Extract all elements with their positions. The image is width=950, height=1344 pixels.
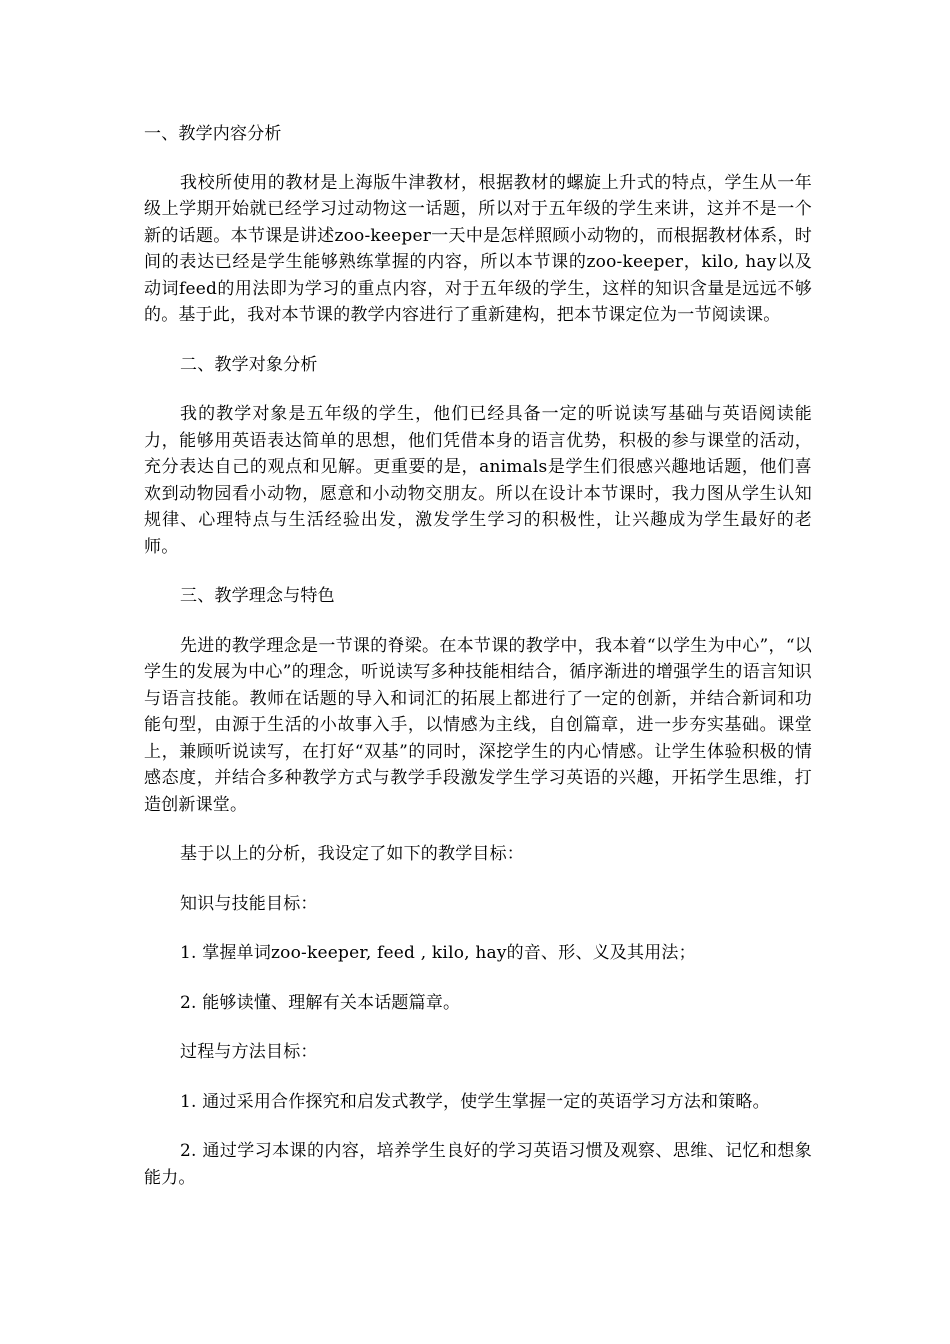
subheading-process-methods: 过程与方法目标： xyxy=(180,1042,318,1062)
list-item-process-1: 1. 通过采用合作探究和启发式教学，使学生掌握一定的英语学习方法和策略。 xyxy=(180,1091,770,1112)
document-body xyxy=(144,121,812,1191)
section-heading-teaching-philosophy: 三、教学理念与特色 xyxy=(180,586,335,606)
paragraph-learner-analysis: 我的教学对象是五年级的学生，他们已经具备一定的听说读写基础与英语阅读能力，能够用英语表达简单的思想，他们凭借本身的语言优势，积极的参与课堂的活动，充分表达自己的观点和见解。更重要的是，animals是学生们很感兴趣地话题，他们喜欢到动物园看小动物，愿意和小动物交朋友。所以在设计本节课时，我力图从学生认知规律、心理特点与生活经验出发，激发学生学习的积极性，让兴趣成为学生最好的老师。 xyxy=(144,404,812,557)
section-heading-content-analysis: 一、教学内容分析 xyxy=(144,124,282,144)
paragraph-objectives-intro: 基于以上的分析，我设定了如下的教学目标： xyxy=(180,844,524,864)
subheading-knowledge-skills: 知识与技能目标： xyxy=(180,893,318,914)
list-item-process-2: 2. 通过学习本课的内容，培养学生良好的学习英语习惯及观察、思维、记忆和想象能力。 xyxy=(144,1141,812,1188)
section-heading-learner-analysis: 二、教学对象分析 xyxy=(180,354,318,375)
list-item-knowledge-2: 2. 能够读懂、理解有关本话题篇章。 xyxy=(180,992,461,1013)
paragraph-teaching-philosophy: 先进的教学理念是一节课的脊梁。在本节课的教学中，我本着“以学生为中心”，“以学生的发展为中心”的理念，听说读写多种技能相结合，循序渐进的增强学生的语言知识与语言技能。教师在话题的导入和词汇的拓展上都进行了一定的创新，并结合新词和功能句型，由源于生活的小故事入手，以情感为主线，自创篇章，进一步夯实基础。课堂上，兼顾听说读写，在打好“双基”的同时，深挖学生的内心情感。让学生体验积极的情感态度，并结合多种教学方式与教学手段激发学生学习英语的兴趣，开拓学生思维，打造创新课堂。 xyxy=(144,635,812,815)
paragraph-content-analysis: 我校所使用的教材是上海版牛津教材，根据教材的螺旋上升式的特点，学生从一年级上学期开始就已经学习过动物这一话题，所以对于五年级的学生来讲，这并不是一个新的话题。本节课是讲述zoo-keeper一天中是怎样照顾小动物的，而根据教材体系，时间的表达已经是学生能够熟练掌握的内容，所以本节课的zoo-keeper，kilo, hay以及动词feed的用法即为学习的重点内容，对于五年级的学生，这样的知识含量是远远不够的。基于此，我对本节课的教学内容进行了重新建构，把本节课定位为一节阅读课。 xyxy=(144,172,812,325)
list-item-knowledge-1: 1. 掌握单词zoo-keeper, feed , kilo, hay的音、形、义及其用法； xyxy=(180,943,696,963)
